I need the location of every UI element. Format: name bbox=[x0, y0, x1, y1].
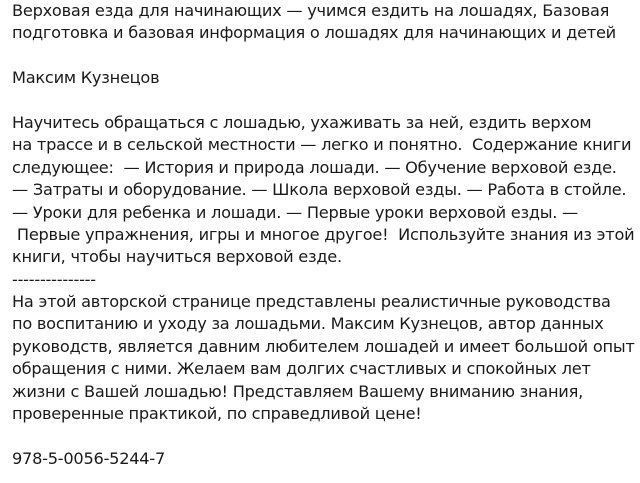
title-line-1: Верховая езда для начинающих — учимся ездить на лошадях, Базовая bbox=[12, 1, 610, 20]
description-line-5: — Уроки для ребенка и лошади. — Первые уроки верховой езды. — bbox=[12, 202, 578, 222]
description-line-1: Научитесь обращаться с лошадью, ухаживать за ней, ездить верхом bbox=[12, 112, 592, 132]
isbn: 978-5-0056-5244-7 bbox=[12, 448, 166, 468]
book-title bbox=[12, 0, 638, 45]
spacer bbox=[12, 90, 638, 112]
about-line-5: жизни с Вашей лошадью! Представляем Вашему вниманию знания, bbox=[12, 381, 583, 401]
description-line-7: книги, чтобы научиться верховой езде. bbox=[12, 247, 342, 267]
book-description-page bbox=[12, 0, 638, 470]
about-line-3: руководств, является давним любителем лошадей и имеет большой опыт bbox=[12, 336, 635, 356]
description-line-4: — Затраты и оборудование. — Школа верховой езды. — Работа в стойле. bbox=[12, 180, 627, 200]
book-description bbox=[12, 112, 638, 269]
about-line-2: по воспитанию и уходу за лошадьми. Максим Кузнецов, автор данных bbox=[12, 314, 604, 334]
about-line-6: проверенные практикой, по справедливой цене! bbox=[12, 404, 422, 424]
author-name: Максим Кузнецов bbox=[12, 68, 160, 88]
spacer bbox=[12, 425, 638, 447]
title-line-2: подготовка и базовая информация о лошадях для начинающих и детей bbox=[12, 23, 616, 43]
description-line-3: следующее: — История и природа лошади. — Обучение верховой езде. bbox=[12, 157, 617, 177]
description-line-6: Первые упражнения, игры и многое другое! Используйте знания из этой bbox=[12, 224, 635, 244]
separator: --------------- bbox=[12, 269, 96, 289]
author-info bbox=[12, 291, 638, 425]
about-line-4: обращения с ними. Желаем вам долгих счастливых и спокойных лет bbox=[12, 359, 591, 379]
spacer bbox=[12, 45, 638, 67]
about-line-1: На этой авторской странице представлены реалистичные руководства bbox=[12, 292, 611, 312]
description-line-2: на трассе и в сельской местности — легко и понятно. Содержание книги bbox=[12, 135, 632, 155]
